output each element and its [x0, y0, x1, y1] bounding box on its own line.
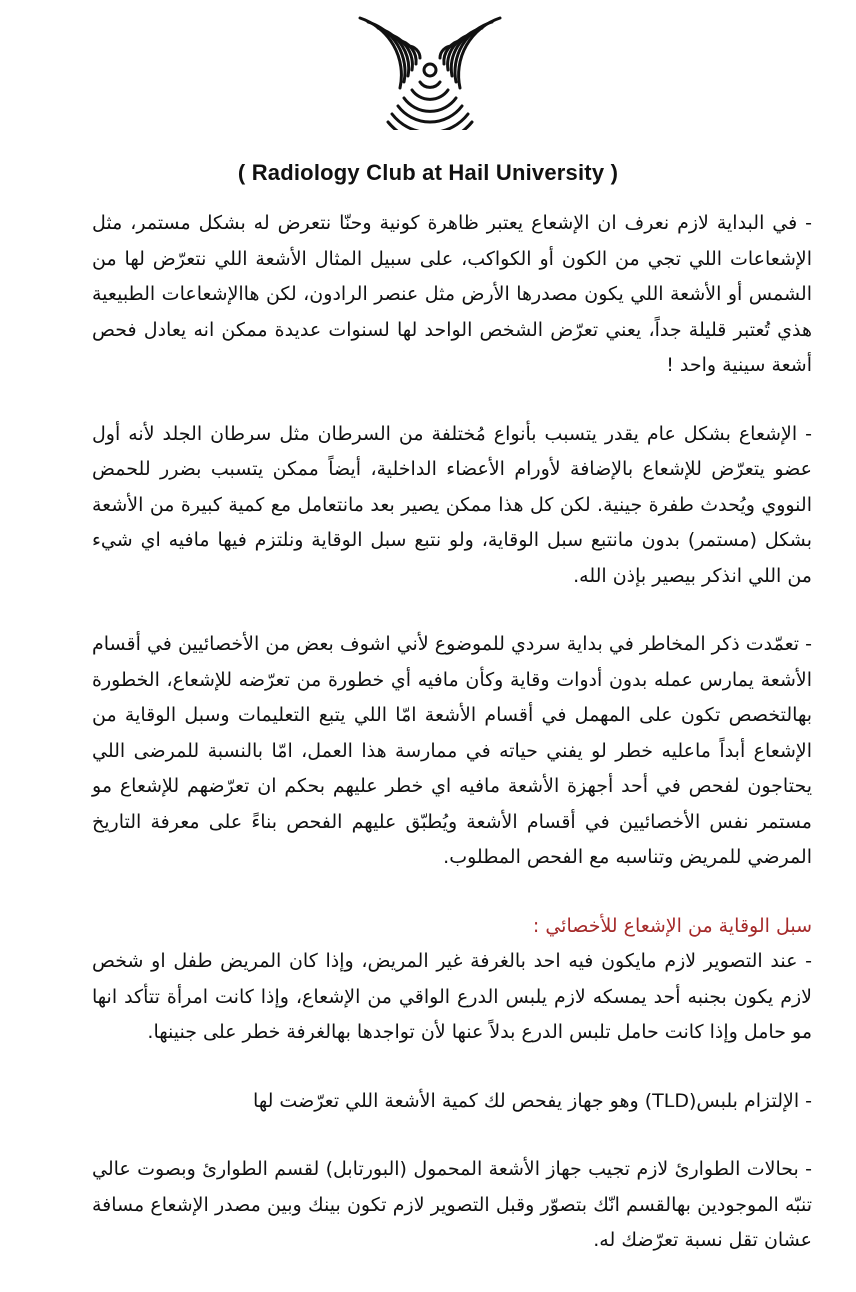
intro-paragraph: - في البداية لازم نعرف ان الإشعاع يعتبر ظاهرة كونية وحنّا نتعرض له بشكل مستمر، مثل الإشعاعات اللي تجي من الكون أو الكواكب، على سبيل المثال الأشعة اللي نتعرّض لها من الشمس أو الأشعة اللي يكون مصدرها الأرض مثل عنصر الرادون، لكن هاالإشعاعات الطبيعية هذي تُعتبر قليلة جداً، يعني تعرّض الشخص الواحد لها لسنوات عديدة ممكن انه يعادل فحص أشعة سينية واحد !: [92, 212, 812, 376]
protection-section-heading: سبل الوقاية من الإشعاع للأخصائي :: [532, 914, 812, 937]
radiation-trefoil-icon: [358, 6, 502, 130]
protection-item: - الإلتزام بلبس(TLD) وهو جهاز يفحص لك كمية الأشعة اللي تعرّضت لها: [253, 1089, 812, 1112]
specialists-paragraph: - تعمّدت ذكر المخاطر في بداية سردي للموضوع لأني اشوف بعض من الأخصائيين في أقسام الأشعة يمارس عمله بدون أدوات وقاية وكأن مافيه أي خطورة من تعرّضه للإشعاع، الخطورة بهالتخصص تكون على المهمل في أقسام الأشعة امّا اللي يتبع التعليمات وسبل الوقاية من الإشعاع أبداً ماعليه خطر لو يفني حياته في ممارسة هذا العمل، امّا بالنسبة للمرضى اللي يحتاجون لفحص في أحد أجهزة الأشعة مافيه اي خطر عليهم بحكم ان تعرّضهم للإشعاع مو مستمر نفس الأخصائيين في أقسام الأشعة ويُطبّق عليهم الفحص بناءً على معرفة التاريخ المرضي للمريض وتناسبه مع الفحص المطلوب.: [92, 633, 812, 868]
risks-paragraph: - الإشعاع بشكل عام يقدر يتسبب بأنواع مُختلفة من السرطان مثل سرطان الجلد لأنه أول عضو يتعرّض للإشعاع بالإضافة لأورام الأعضاء الداخلية، أيضاً ممكن يتسبب بضرر للحمض النووي ويُحدث طفرة جينية. لكن كل هذا ممكن يصير بعد مانتعامل مع كمية كبيرة من الأشعة بشكل (مستمر) بدون مانتبع سبل الوقاية، ولو نتبع سبل الوقاية ونلتزم فيها مافيه اي شيء من اللي انذكر بيصير بإذن الله.: [92, 422, 812, 587]
protection-item: - بحالات الطوارئ لازم تجيب جهاز الأشعة المحمول (البورتابل) لقسم الطوارئ وبصوت عالي تنبّه الموجودين بهالقسم انّك بتصوّر وقبل التصوير لازم تكون بينك وبين مصدر الإشعاع مسافة عشان تقل نسبة تعرّضك له.: [92, 1158, 812, 1251]
page-title: ( Radiology Club at Hail University ): [237, 160, 619, 185]
protection-item: - عند التصوير لازم مايكون فيه احد بالغرفة غير المريض، وإذا كان المريض طفل او شخص لازم يكون بجنبه أحد يمسكه لازم يلبس الدرع الواقي من الإشعاع، وإذا كانت امرأة تتأكد انها مو حامل وإذا كانت حامل تلبس الدرع بدلاً عنها لأن تواجدها بهالغرفة خطر على جنينها.: [92, 950, 812, 1043]
article-body: [92, 206, 812, 1292]
